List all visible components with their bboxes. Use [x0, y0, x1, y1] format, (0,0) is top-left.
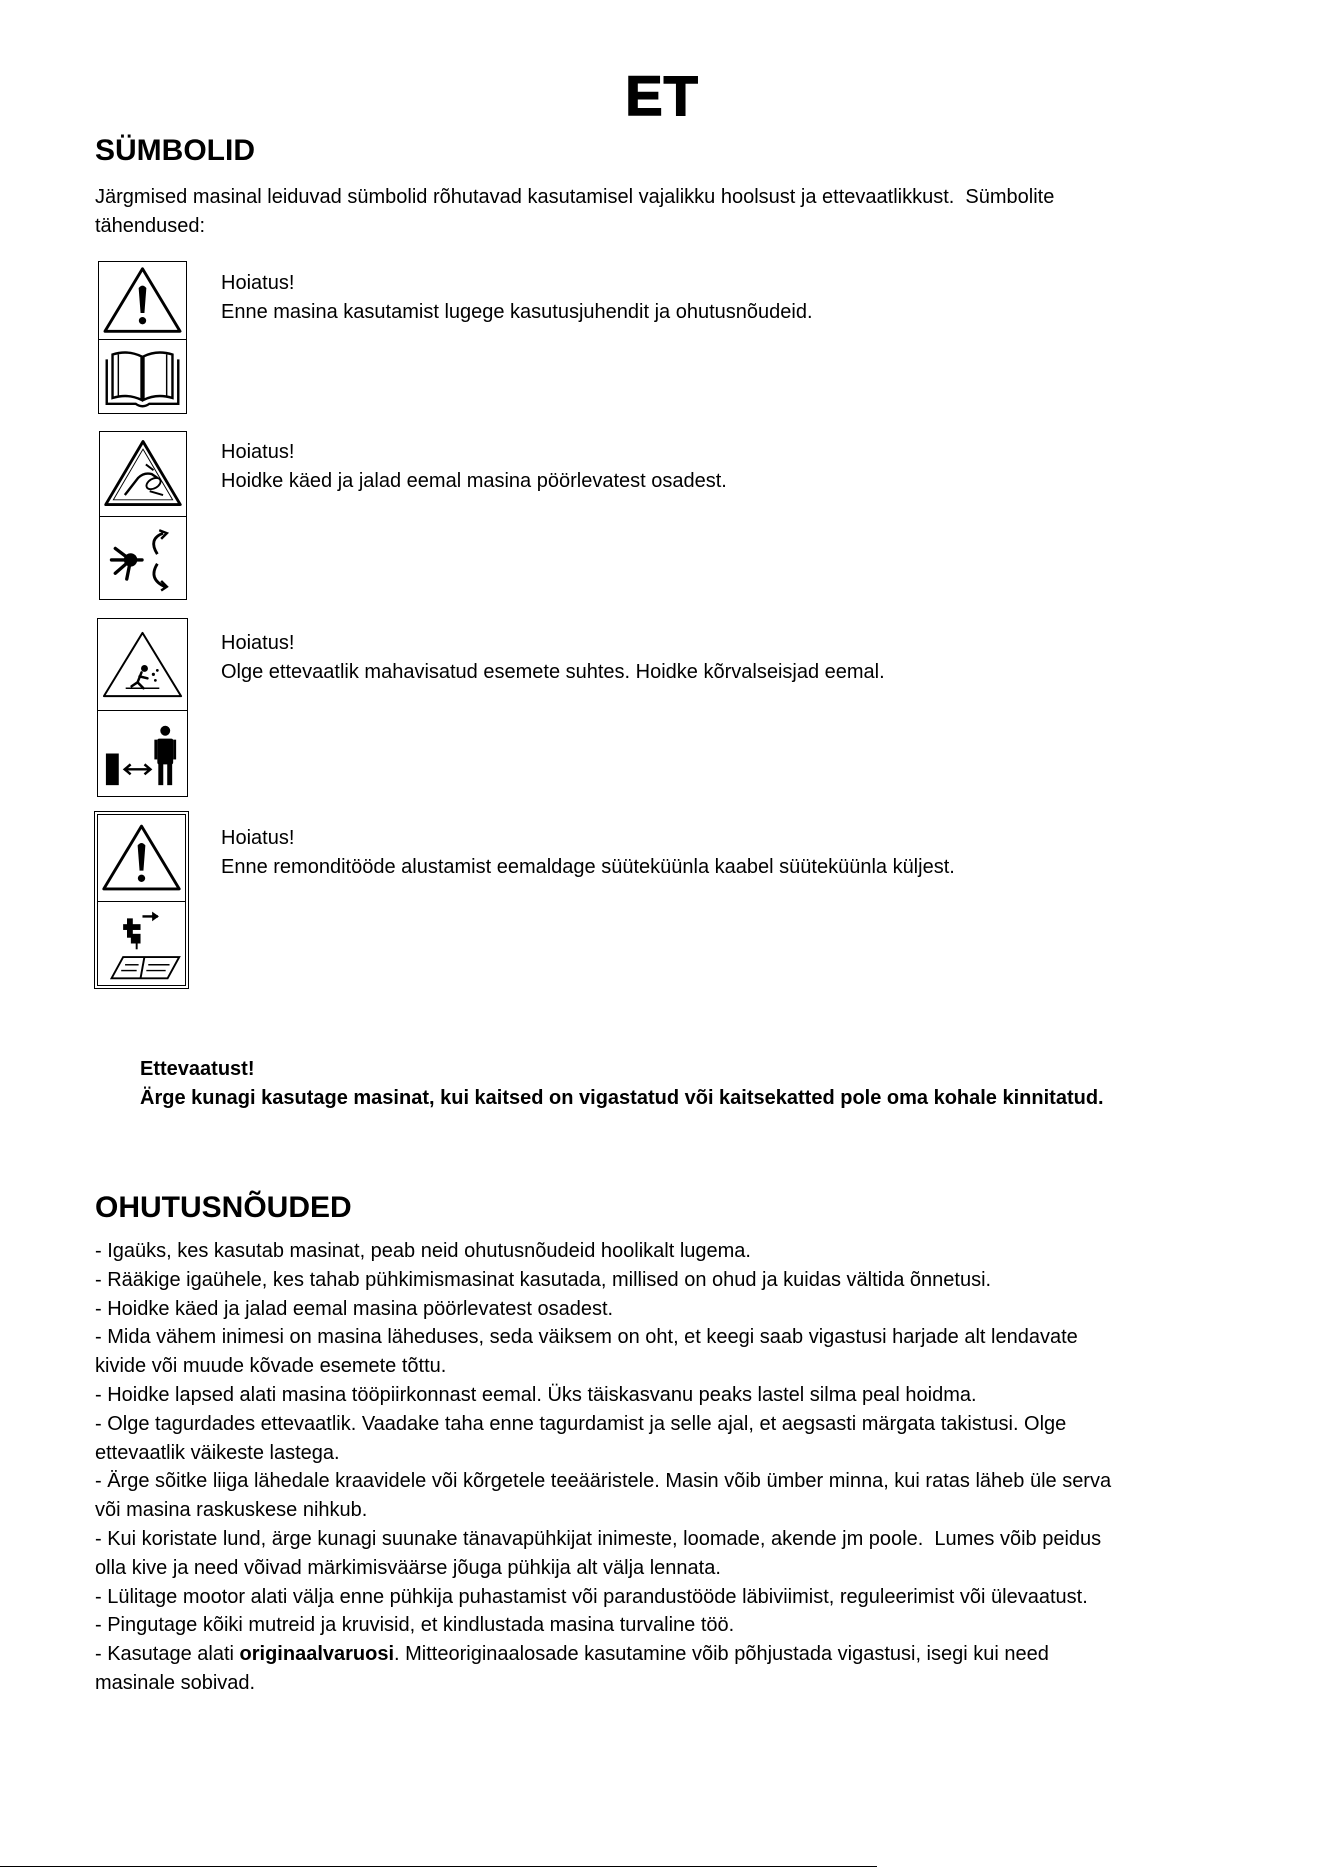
symbol-cell-top — [99, 262, 186, 339]
safety-item-line: - Mida vähem inimesi on masina läheduses, seda väiksem on oht, et keegi saab vigastusi harjade alt lendavate — [95, 1326, 1078, 1349]
caution-block — [140, 1055, 1104, 1113]
safety-item-line: ettevaatlik väikeste lastega. — [95, 1441, 340, 1464]
symbol-box-read-manual — [98, 261, 187, 414]
safety-list — [95, 1237, 1111, 1698]
safety-item-line: - Rääkige igaühele, kes tahab pühkimismasinat kasutada, millised on ohud ja kuidas vältida õnnetusi. — [95, 1268, 992, 1291]
symbol-text: Olge ettevaatlik mahavisatud esemete suhtes. Hoidke kõrvalseisjad eemal. — [221, 661, 885, 683]
safety-section-title: OHUTUSNÕUDED — [95, 1191, 352, 1224]
symbol-text: Hoidke käed ja jalad eemal masina pöörlevatest osadest. — [221, 470, 727, 492]
safety-item — [95, 1323, 1111, 1381]
safety-item-line: olla kive ja need võivad märkimisväärse jõuga pühkija alt välja lennata. — [95, 1556, 721, 1579]
safety-item-line: - Igaüks, kes kasutab masinat, peab neid ohutusnõudeid hoolikalt lugema. — [95, 1240, 751, 1262]
symbol-description — [221, 629, 885, 687]
safety-item — [95, 1583, 1111, 1612]
original-parts-emphasis: originaalvaruosi — [239, 1643, 395, 1666]
safety-item-line — [95, 1640, 1111, 1669]
symbol-box-spark-plug — [94, 811, 189, 989]
safety-item — [95, 1410, 1111, 1468]
safety-item-text: - Kasutage alati — [95, 1643, 240, 1666]
symbol-heading: Hoiatus! — [221, 827, 295, 849]
symbols-section-title: SÜMBOLID — [95, 134, 255, 167]
symbol-description — [221, 269, 813, 327]
safety-item — [95, 1611, 1111, 1640]
caution-heading: Ettevaatust! — [140, 1058, 255, 1080]
safety-item-text: . Mitteoriginaalosade kasutamine võib põhjustada vigastusi, isegi kui need — [394, 1643, 1049, 1666]
safety-item — [95, 1381, 1111, 1410]
safety-item — [95, 1237, 1111, 1266]
symbol-text: Enne masina kasutamist lugege kasutusjuhendit ja ohutusnõudeid. — [221, 301, 813, 323]
symbols-intro-line: tähendused: — [95, 215, 206, 237]
rotating-blade-icon — [100, 517, 186, 599]
safety-item-line: masinale sobivad. — [95, 1671, 256, 1694]
safety-item-line: - Kui koristate lund, ärge kunagi suunake tänavapühkijat inimeste, loomade, akende jm poole. Lumes võib peidus — [95, 1527, 1102, 1550]
symbols-intro — [95, 183, 1054, 241]
safety-item — [95, 1525, 1111, 1583]
safety-item — [95, 1266, 1111, 1295]
symbol-description — [221, 438, 727, 496]
warning-triangle-icon — [98, 815, 185, 901]
keep-distance-icon — [98, 711, 187, 796]
caution-text: Ärge kunagi kasutage masinat, kui kaitsed on vigastatud või kaitsekatted pole oma kohale kinnitatud. — [140, 1087, 1104, 1109]
safety-item-line: - Pingutage kõiki mutreid ja kruvisid, et kindlustada masina turvaline töö. — [95, 1614, 735, 1637]
safety-item — [95, 1467, 1111, 1525]
safety-item-line: - Ärge sõitke liiga lähedale kraavidele või kõrgetele teeääristele. Masin võib ümber minna, kui ratas läheb üle serva — [95, 1470, 1112, 1493]
symbol-cell-bottom — [98, 710, 187, 796]
symbol-box-rotating-parts — [99, 431, 187, 600]
safety-item — [95, 1640, 1111, 1698]
manual-book-icon — [99, 340, 186, 417]
spark-plug-manual-icon — [98, 902, 185, 985]
symbol-text: Enne remonditööde alustamist eemaldage süüteküünla kaabel süüteküünla küljest. — [221, 856, 955, 878]
symbol-heading: Hoiatus! — [221, 632, 295, 654]
page-bottom-rule — [0, 1866, 877, 1867]
safety-item-line: - Hoidke lapsed alati masina tööpiirkonnast eemal. Üks täiskasvanu peaks lastel silma peal hoidma. — [95, 1383, 977, 1406]
symbols-intro-line: Järgmised masinal leiduvad sümbolid rõhutavad kasutamisel vajalikku hoolsust ja ettevaatlikkust. Sümbolite — [95, 186, 1055, 208]
safety-item-line: - Olge tagurdades ettevaatlik. Vaadake taha enne tagurdamist ja selle ajal, et aegsasti märgata takistusi. Olge — [95, 1412, 1067, 1435]
symbol-box-inner — [97, 814, 186, 986]
safety-item-line: - Hoidke käed ja jalad eemal masina pöörlevatest osadest. — [95, 1297, 614, 1320]
symbol-cell-top — [98, 815, 185, 901]
safety-item-line: või masina raskuskese nihkub. — [95, 1499, 368, 1522]
symbol-cell-top — [98, 619, 187, 710]
safety-item-line: - Lülitage mootor alati välja enne pühkija puhastamist või parandustööde läbiviimist, reguleerimist või ülevaatust. — [95, 1585, 1088, 1608]
thrown-objects-warning-icon — [98, 619, 187, 710]
symbol-heading: Hoiatus! — [221, 272, 295, 294]
symbol-box-thrown-objects — [97, 618, 188, 797]
symbol-cell-bottom — [100, 516, 186, 599]
safety-item — [95, 1295, 1111, 1324]
language-code-heading: ET — [625, 64, 699, 127]
safety-item-line: kivide või muude kõvade esemete tõttu. — [95, 1355, 447, 1378]
symbol-cell-top — [100, 432, 186, 516]
symbol-heading: Hoiatus! — [221, 441, 295, 463]
rotating-parts-warning-icon — [100, 432, 186, 516]
symbol-cell-bottom — [99, 339, 186, 417]
warning-triangle-icon — [99, 262, 186, 339]
symbol-description — [221, 824, 955, 882]
symbol-cell-bottom — [98, 901, 185, 985]
